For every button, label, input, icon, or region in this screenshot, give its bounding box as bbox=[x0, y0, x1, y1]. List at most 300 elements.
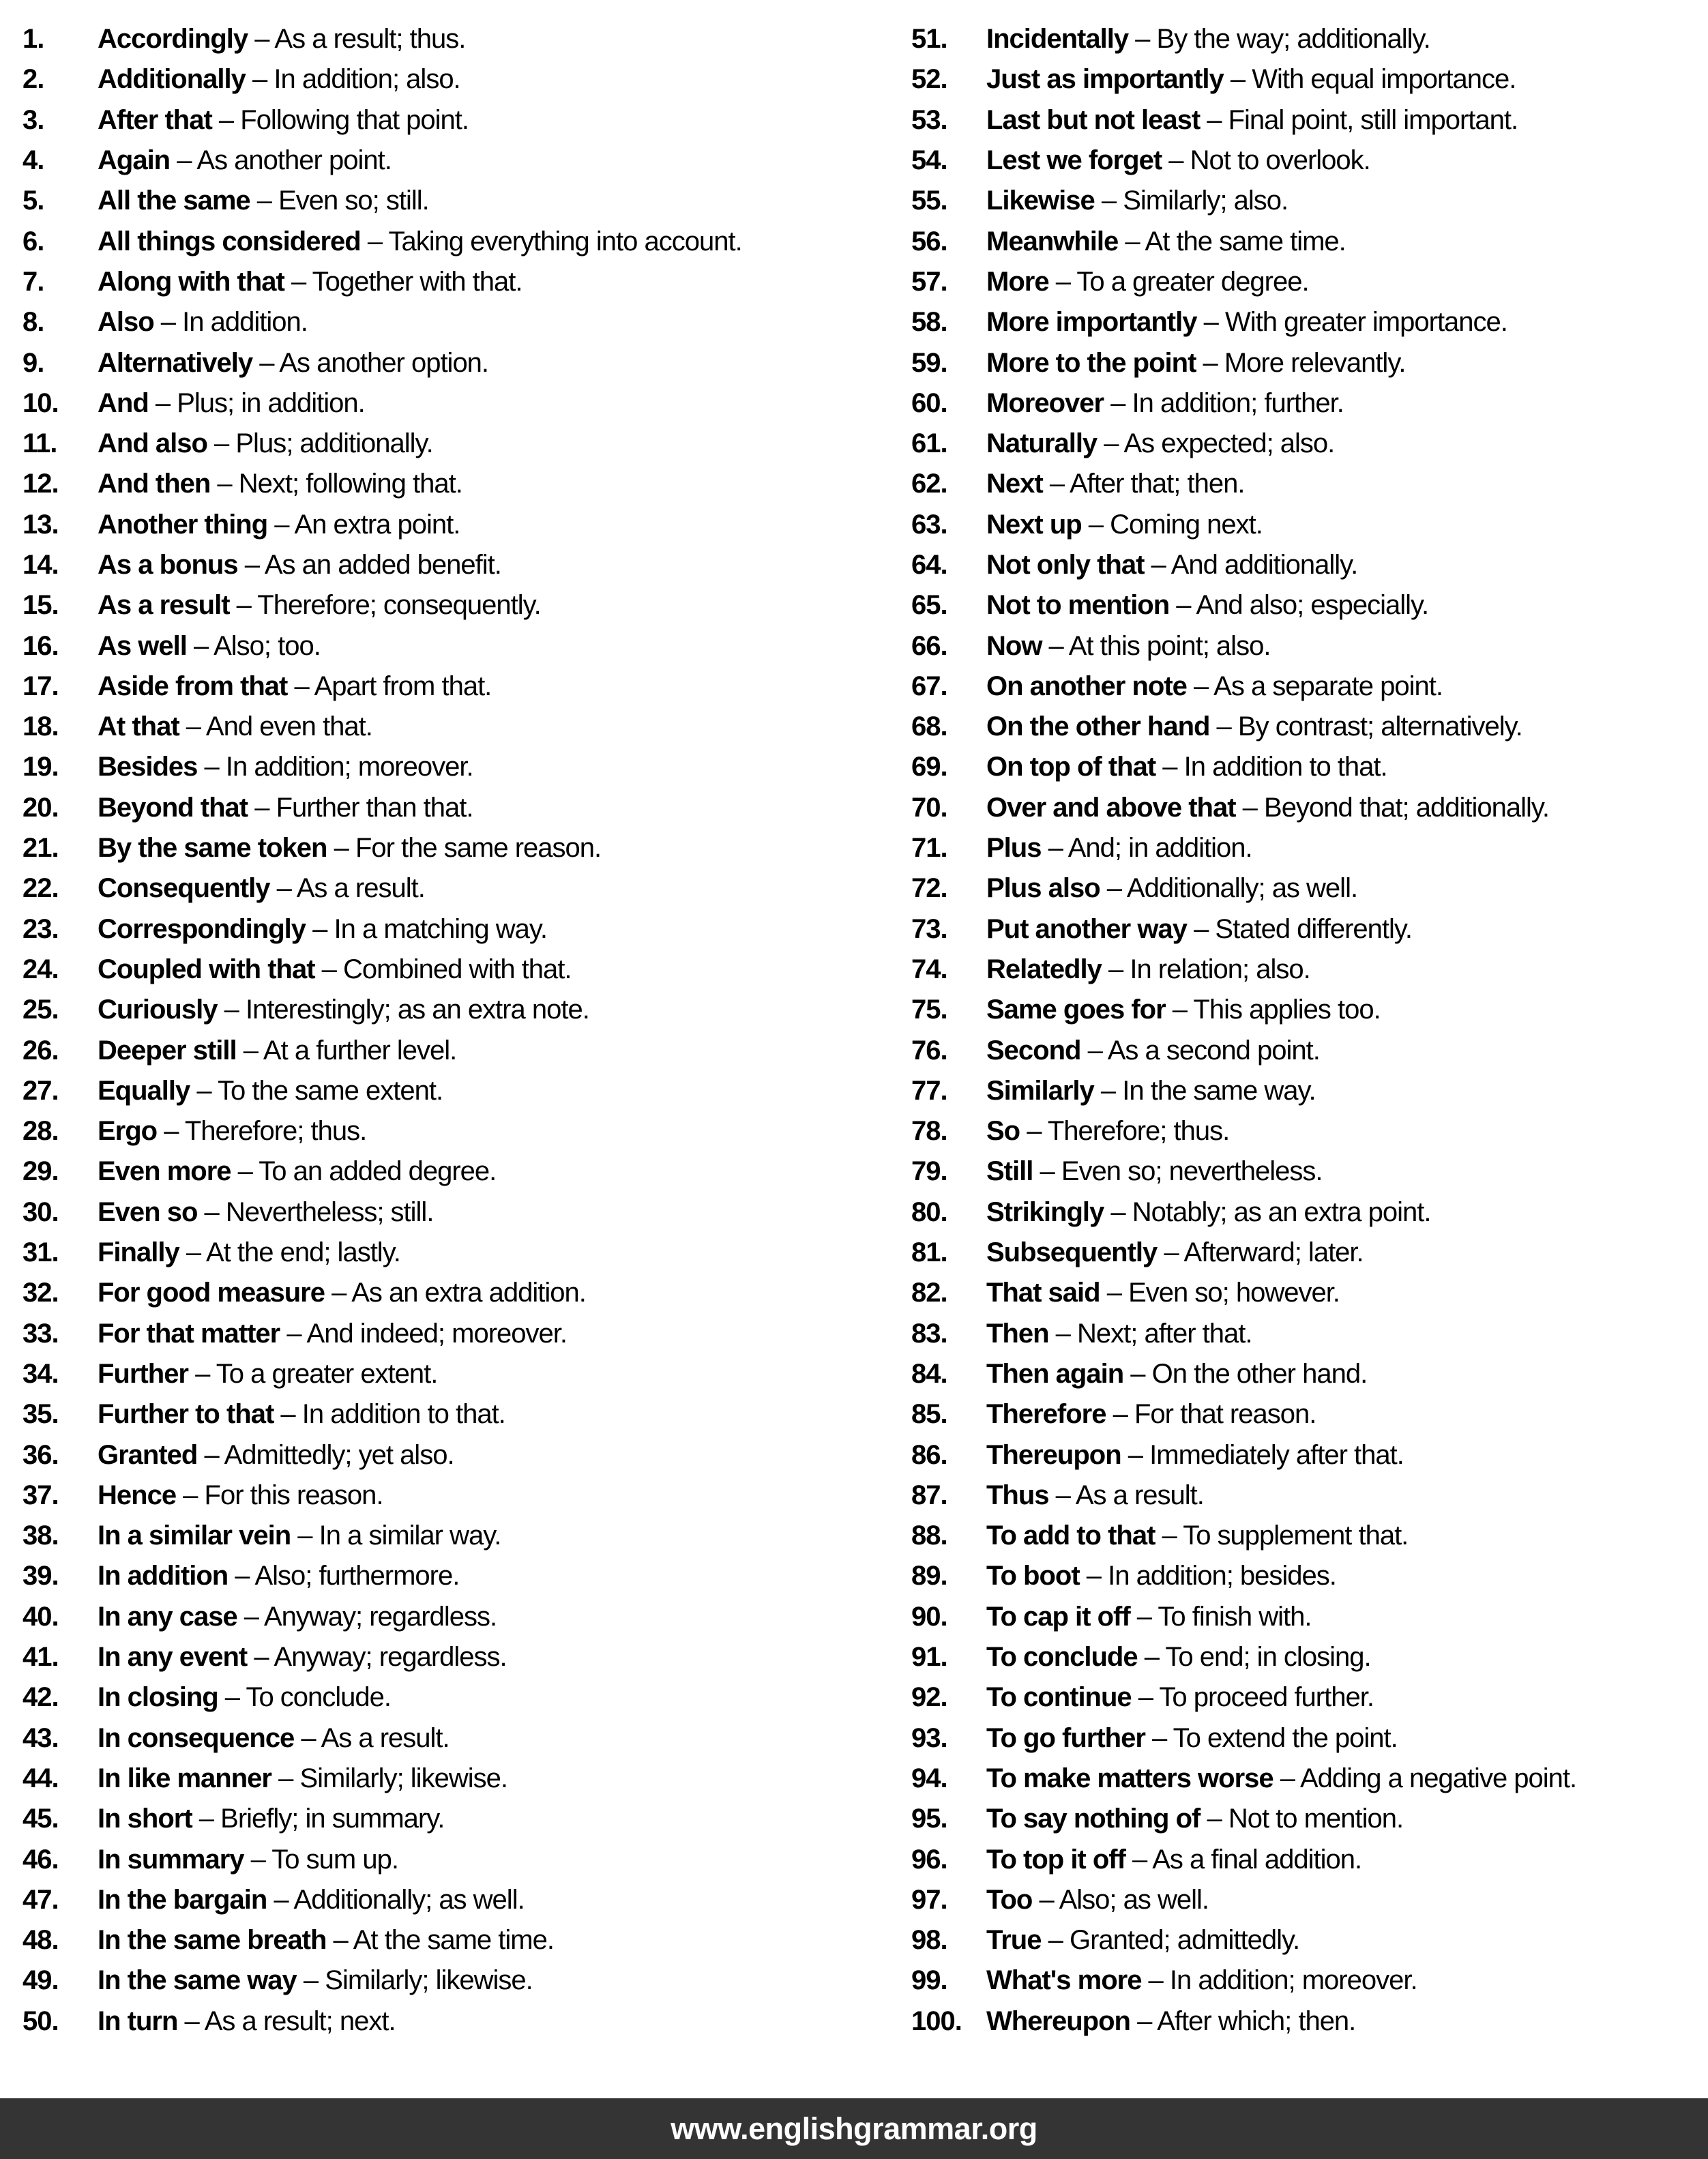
list-item bbox=[23, 828, 854, 868]
list-item bbox=[23, 19, 854, 59]
list-item bbox=[911, 1920, 1708, 1960]
list-column-left bbox=[0, 19, 854, 2042]
list-item bbox=[23, 342, 854, 383]
item-term: For good measure bbox=[98, 1278, 325, 1308]
item-number: 62. bbox=[911, 469, 947, 499]
item-text: Even more – To an added degree. bbox=[98, 1156, 497, 1187]
list-item bbox=[911, 1637, 1708, 1677]
item-term: Besides bbox=[98, 752, 198, 782]
item-number: 52. bbox=[911, 64, 947, 95]
item-text: In a similar vein – In a similar way. bbox=[98, 1521, 501, 1551]
item-text: Again – As another point. bbox=[98, 145, 392, 176]
item-number: 19. bbox=[23, 752, 59, 782]
list-item bbox=[23, 1435, 854, 1475]
item-term: Hence bbox=[98, 1480, 177, 1510]
item-text: Equally – To the same extent. bbox=[98, 1075, 443, 1106]
item-term: Last but not least bbox=[986, 104, 1201, 135]
item-term: As a result bbox=[98, 590, 230, 621]
item-number: 13. bbox=[23, 509, 59, 540]
item-number: 67. bbox=[911, 671, 947, 701]
item-text: In turn – As a result; next. bbox=[98, 2006, 396, 2036]
item-text: Whereupon – After which; then. bbox=[986, 2006, 1356, 2036]
item-number: 47. bbox=[23, 1884, 59, 1915]
list-item bbox=[911, 666, 1708, 707]
list-column-right bbox=[854, 19, 1708, 2042]
item-text: For good measure – As an extra addition. bbox=[98, 1278, 586, 1308]
item-number: 65. bbox=[911, 590, 947, 621]
item-number: 88. bbox=[911, 1521, 947, 1551]
item-number: 95. bbox=[911, 1804, 947, 1834]
item-term: Second bbox=[986, 1035, 1081, 1066]
item-term: Not only that bbox=[986, 550, 1145, 580]
item-number: 71. bbox=[911, 833, 947, 864]
list-item bbox=[911, 1233, 1708, 1273]
list-item bbox=[911, 221, 1708, 261]
item-text: In addition – Also; furthermore. bbox=[98, 1561, 460, 1591]
list-item bbox=[911, 1677, 1708, 1718]
item-term: That said bbox=[986, 1278, 1100, 1308]
list-item bbox=[911, 868, 1708, 909]
item-term: To cap it off bbox=[986, 1601, 1130, 1632]
item-text: Consequently – As a result. bbox=[98, 873, 425, 904]
item-term: All the same bbox=[98, 186, 250, 216]
item-term: Next up bbox=[986, 509, 1082, 540]
item-text: Naturally – As expected; also. bbox=[986, 428, 1335, 459]
list-item bbox=[23, 707, 854, 747]
item-term: Even so bbox=[98, 1196, 198, 1227]
item-term: In turn bbox=[98, 2006, 178, 2036]
item-term: Coupled with that bbox=[98, 954, 315, 984]
item-term: In the bargain bbox=[98, 1884, 267, 1915]
item-term: Incidentally bbox=[986, 24, 1129, 55]
item-number: 79. bbox=[911, 1156, 947, 1187]
item-text: Correspondingly – In a matching way. bbox=[98, 913, 548, 944]
item-number: 87. bbox=[911, 1480, 947, 1510]
item-term: Whereupon bbox=[986, 2006, 1130, 2036]
list-item bbox=[23, 221, 854, 261]
item-term: Still bbox=[986, 1156, 1033, 1187]
item-term: Over and above that bbox=[986, 792, 1236, 823]
item-text: In the bargain – Additionally; as well. bbox=[98, 1884, 525, 1915]
list-item bbox=[23, 1030, 854, 1070]
list-item bbox=[911, 1960, 1708, 2001]
item-number: 55. bbox=[911, 186, 947, 216]
list-item bbox=[911, 342, 1708, 383]
item-text: Finally – At the end; lastly. bbox=[98, 1237, 400, 1268]
item-term: More bbox=[986, 266, 1049, 297]
item-text: Next up – Coming next. bbox=[986, 509, 1263, 540]
item-text: To cap it off – To finish with. bbox=[986, 1601, 1312, 1632]
list-item bbox=[911, 1799, 1708, 1839]
item-term: Another thing bbox=[98, 509, 268, 540]
item-term: Along with that bbox=[98, 266, 284, 297]
item-number: 1. bbox=[23, 24, 44, 55]
item-term: Too bbox=[986, 1884, 1033, 1915]
footer-bar bbox=[0, 2098, 1708, 2159]
item-term: What's more bbox=[986, 1965, 1142, 1996]
item-number: 57. bbox=[911, 266, 947, 297]
list-item bbox=[23, 1354, 854, 1394]
item-text: In the same way – Similarly; likewise. bbox=[98, 1965, 533, 1996]
item-term: Now bbox=[986, 630, 1042, 661]
item-term: Again bbox=[98, 145, 171, 176]
item-term: In summary bbox=[98, 1844, 244, 1875]
item-number: 20. bbox=[23, 792, 59, 823]
item-number: 23. bbox=[23, 913, 59, 944]
item-number: 77. bbox=[911, 1075, 947, 1106]
item-text: Lest we forget – Not to overlook. bbox=[986, 145, 1370, 176]
item-term: More to the point bbox=[986, 347, 1196, 378]
list-item bbox=[911, 1192, 1708, 1233]
item-number: 97. bbox=[911, 1884, 947, 1915]
list-item bbox=[23, 1759, 854, 1799]
item-number: 44. bbox=[23, 1763, 59, 1793]
item-term: All things considered bbox=[98, 226, 361, 256]
item-text: Put another way – Stated differently. bbox=[986, 913, 1413, 944]
item-text: At that – And even that. bbox=[98, 711, 372, 742]
list-item bbox=[23, 1960, 854, 2001]
list-item bbox=[23, 1475, 854, 1516]
list-item bbox=[911, 100, 1708, 141]
item-term: Lest we forget bbox=[986, 145, 1162, 176]
list-item bbox=[911, 1516, 1708, 1556]
list-item bbox=[23, 262, 854, 302]
list-item bbox=[911, 828, 1708, 868]
list-item bbox=[911, 1880, 1708, 1920]
item-term: Plus also bbox=[986, 873, 1100, 904]
list-item bbox=[23, 1556, 854, 1596]
item-text: Even so – Nevertheless; still. bbox=[98, 1196, 434, 1227]
item-term: Therefore bbox=[986, 1399, 1106, 1430]
item-number: 70. bbox=[911, 792, 947, 823]
item-text: Meanwhile – At the same time. bbox=[986, 226, 1346, 256]
item-term: In the same breath bbox=[98, 1925, 327, 1956]
item-text: In any event – Anyway; regardless. bbox=[98, 1642, 507, 1673]
item-text: Ergo – Therefore; thus. bbox=[98, 1116, 367, 1147]
item-text: In closing – To conclude. bbox=[98, 1682, 392, 1713]
item-number: 54. bbox=[911, 145, 947, 176]
item-number: 94. bbox=[911, 1763, 947, 1793]
list-item bbox=[23, 788, 854, 828]
item-term: By the same token bbox=[98, 833, 327, 864]
list-item bbox=[23, 1516, 854, 1556]
list-item bbox=[23, 464, 854, 504]
item-text: Also – In addition. bbox=[98, 307, 308, 338]
item-number: 66. bbox=[911, 630, 947, 661]
list-item bbox=[23, 100, 854, 141]
list-item bbox=[911, 545, 1708, 585]
item-term: To go further bbox=[986, 1722, 1145, 1753]
item-text: On another note – As a separate point. bbox=[986, 671, 1443, 701]
list-item bbox=[911, 1556, 1708, 1596]
item-number: 63. bbox=[911, 509, 947, 540]
item-number: 22. bbox=[23, 873, 59, 904]
item-number: 89. bbox=[911, 1561, 947, 1591]
item-term: After that bbox=[98, 104, 212, 135]
item-term: Aside from that bbox=[98, 671, 288, 701]
list-item bbox=[23, 2001, 854, 2042]
item-text: To say nothing of – Not to mention. bbox=[986, 1804, 1404, 1834]
item-number: 16. bbox=[23, 630, 59, 661]
item-text: Thus – As a result. bbox=[986, 1480, 1204, 1510]
item-text: On the other hand – By contrast; alternatively. bbox=[986, 711, 1522, 742]
item-number: 84. bbox=[911, 1358, 947, 1389]
list-item bbox=[911, 1354, 1708, 1394]
item-number: 10. bbox=[23, 387, 59, 418]
item-term: As a bonus bbox=[98, 550, 238, 580]
item-term: Further bbox=[98, 1358, 188, 1389]
item-text: By the same token – For the same reason. bbox=[98, 833, 602, 864]
item-number: 34. bbox=[23, 1358, 59, 1389]
item-term: Thereupon bbox=[986, 1439, 1121, 1470]
item-number: 74. bbox=[911, 954, 947, 984]
item-term: Alternatively bbox=[98, 347, 253, 378]
list-item bbox=[23, 1071, 854, 1111]
list-item bbox=[23, 302, 854, 342]
item-text: To top it off – As a final addition. bbox=[986, 1844, 1362, 1875]
list-item bbox=[23, 909, 854, 950]
item-text: To make matters worse – Adding a negative point. bbox=[986, 1763, 1577, 1793]
item-term: Finally bbox=[98, 1237, 179, 1268]
item-term: Meanwhile bbox=[986, 226, 1119, 256]
item-text: As a bonus – As an added benefit. bbox=[98, 550, 501, 580]
item-term: In closing bbox=[98, 1682, 218, 1713]
list-item bbox=[911, 302, 1708, 342]
item-number: 73. bbox=[911, 913, 947, 944]
item-number: 46. bbox=[23, 1844, 59, 1875]
item-number: 6. bbox=[23, 226, 44, 256]
item-number: 30. bbox=[23, 1196, 59, 1227]
item-number: 90. bbox=[911, 1601, 947, 1632]
item-text: As well – Also; too. bbox=[98, 630, 321, 661]
item-number: 9. bbox=[23, 347, 44, 378]
item-number: 33. bbox=[23, 1318, 59, 1349]
item-term: Ergo bbox=[98, 1116, 158, 1147]
item-text: To conclude – To end; in closing. bbox=[986, 1642, 1371, 1673]
item-number: 61. bbox=[911, 428, 947, 459]
item-text: On top of that – In addition to that. bbox=[986, 752, 1387, 782]
item-text: Likewise – Similarly; also. bbox=[986, 186, 1289, 216]
list-item bbox=[23, 545, 854, 585]
list-item bbox=[911, 383, 1708, 424]
item-text: Plus – And; in addition. bbox=[986, 833, 1252, 864]
item-term: Further to that bbox=[98, 1399, 274, 1430]
list-item bbox=[23, 950, 854, 990]
item-text: To go further – To extend the point. bbox=[986, 1722, 1398, 1753]
item-term: Even more bbox=[98, 1156, 231, 1187]
item-term: Just as importantly bbox=[986, 64, 1224, 95]
item-text: In any case – Anyway; regardless. bbox=[98, 1601, 497, 1632]
list-item bbox=[23, 1718, 854, 1758]
item-number: 72. bbox=[911, 873, 947, 904]
item-term: On another note bbox=[986, 671, 1187, 701]
item-text: In short – Briefly; in summary. bbox=[98, 1804, 445, 1834]
item-term: And then bbox=[98, 469, 211, 499]
item-term: To top it off bbox=[986, 1844, 1125, 1875]
item-number: 15. bbox=[23, 590, 59, 621]
item-number: 31. bbox=[23, 1237, 59, 1268]
item-text: In consequence – As a result. bbox=[98, 1722, 450, 1753]
item-number: 99. bbox=[911, 1965, 947, 1996]
list-item bbox=[911, 1273, 1708, 1313]
item-number: 14. bbox=[23, 550, 59, 580]
item-text: Plus also – Additionally; as well. bbox=[986, 873, 1358, 904]
item-number: 60. bbox=[911, 387, 947, 418]
item-text: Just as importantly – With equal importance. bbox=[986, 64, 1516, 95]
item-term: In any case bbox=[98, 1601, 237, 1632]
item-text: Strikingly – Notably; as an extra point. bbox=[986, 1196, 1431, 1227]
item-number: 8. bbox=[23, 307, 44, 338]
item-term: Likewise bbox=[986, 186, 1095, 216]
item-term: On top of that bbox=[986, 752, 1156, 782]
list-item bbox=[23, 990, 854, 1030]
item-term: Beyond that bbox=[98, 792, 248, 823]
item-number: 39. bbox=[23, 1561, 59, 1591]
item-number: 11. bbox=[23, 428, 57, 459]
item-number: 3. bbox=[23, 104, 44, 135]
item-number: 59. bbox=[911, 347, 947, 378]
item-number: 81. bbox=[911, 1237, 947, 1268]
item-text: Incidentally – By the way; additionally. bbox=[986, 24, 1430, 55]
item-term: Strikingly bbox=[986, 1196, 1104, 1227]
item-text: Further – To a greater extent. bbox=[98, 1358, 438, 1389]
item-number: 32. bbox=[23, 1278, 59, 1308]
item-term: Correspondingly bbox=[98, 913, 306, 944]
item-term: Curiously bbox=[98, 995, 218, 1025]
item-term: In any event bbox=[98, 1642, 248, 1673]
list-item bbox=[23, 1111, 854, 1151]
item-number: 69. bbox=[911, 752, 947, 782]
item-term: To conclude bbox=[986, 1642, 1138, 1673]
item-text: Moreover – In addition; further. bbox=[986, 387, 1344, 418]
item-number: 21. bbox=[23, 833, 59, 864]
item-number: 12. bbox=[23, 469, 59, 499]
list-item bbox=[23, 747, 854, 787]
item-number: 51. bbox=[911, 24, 947, 55]
item-number: 80. bbox=[911, 1196, 947, 1227]
list-item bbox=[911, 19, 1708, 59]
list-item bbox=[23, 1192, 854, 1233]
item-term: To add to that bbox=[986, 1521, 1155, 1551]
item-number: 50. bbox=[23, 2006, 59, 2036]
item-text: All things considered – Taking everything into account. bbox=[98, 226, 742, 256]
item-term: Moreover bbox=[986, 387, 1104, 418]
list-item bbox=[911, 1839, 1708, 1879]
list-item bbox=[23, 666, 854, 707]
list-item bbox=[23, 1314, 854, 1354]
list-item bbox=[911, 1597, 1708, 1637]
list-item bbox=[23, 141, 854, 181]
list-item bbox=[911, 1394, 1708, 1435]
item-text: Not only that – And additionally. bbox=[986, 550, 1358, 580]
list-item bbox=[23, 505, 854, 545]
item-text: Relatedly – In relation; also. bbox=[986, 954, 1310, 984]
item-text: Deeper still – At a further level. bbox=[98, 1035, 457, 1066]
list-item bbox=[911, 1759, 1708, 1799]
item-text: All the same – Even so; still. bbox=[98, 186, 429, 216]
item-text: Then – Next; after that. bbox=[986, 1318, 1252, 1349]
list-item bbox=[23, 1233, 854, 1273]
list-item bbox=[911, 1030, 1708, 1070]
list-item bbox=[911, 141, 1708, 181]
list-item bbox=[911, 707, 1708, 747]
item-text: More – To a greater degree. bbox=[986, 266, 1309, 297]
list-item bbox=[911, 990, 1708, 1030]
item-term: Next bbox=[986, 469, 1043, 499]
item-text: Additionally – In addition; also. bbox=[98, 64, 460, 95]
item-text: Hence – For this reason. bbox=[98, 1480, 383, 1510]
list-item bbox=[911, 1435, 1708, 1475]
item-number: 35. bbox=[23, 1399, 59, 1430]
item-text: Further to that – In addition to that. bbox=[98, 1399, 505, 1430]
list-item bbox=[911, 262, 1708, 302]
item-term: Thus bbox=[986, 1480, 1049, 1510]
item-number: 100. bbox=[911, 2006, 962, 2036]
item-term: Naturally bbox=[986, 428, 1098, 459]
item-text: Now – At this point; also. bbox=[986, 630, 1271, 661]
list-item bbox=[911, 505, 1708, 545]
list-item bbox=[911, 950, 1708, 990]
list-item bbox=[23, 59, 854, 100]
item-number: 18. bbox=[23, 711, 59, 742]
item-text: To add to that – To supplement that. bbox=[986, 1521, 1409, 1551]
item-term: Consequently bbox=[98, 873, 270, 904]
list-item bbox=[23, 1273, 854, 1313]
item-number: 4. bbox=[23, 145, 44, 176]
list-item bbox=[911, 464, 1708, 504]
list-item bbox=[23, 1394, 854, 1435]
item-number: 98. bbox=[911, 1925, 947, 1956]
item-text: Next – After that; then. bbox=[986, 469, 1245, 499]
item-text: And also – Plus; additionally. bbox=[98, 428, 433, 459]
item-term: True bbox=[986, 1925, 1042, 1956]
item-number: 96. bbox=[911, 1844, 947, 1875]
list-item bbox=[911, 1151, 1708, 1192]
item-term: Not to mention bbox=[986, 590, 1170, 621]
item-term: To boot bbox=[986, 1561, 1080, 1591]
item-number: 85. bbox=[911, 1399, 947, 1430]
item-term: Plus bbox=[986, 833, 1042, 864]
item-number: 75. bbox=[911, 995, 947, 1025]
list-item bbox=[23, 626, 854, 666]
item-term: Granted bbox=[98, 1439, 198, 1470]
item-text: Still – Even so; nevertheless. bbox=[986, 1156, 1323, 1187]
item-text: Accordingly – As a result; thus. bbox=[98, 24, 466, 55]
item-term: To continue bbox=[986, 1682, 1132, 1713]
item-term: Then again bbox=[986, 1358, 1124, 1389]
list-item bbox=[23, 383, 854, 424]
list-item bbox=[911, 747, 1708, 787]
item-text: And – Plus; in addition. bbox=[98, 387, 365, 418]
item-text: Then again – On the other hand. bbox=[986, 1358, 1368, 1389]
item-text: After that – Following that point. bbox=[98, 104, 469, 135]
item-text: Coupled with that – Combined with that. bbox=[98, 954, 572, 984]
item-number: 27. bbox=[23, 1075, 59, 1106]
list-item bbox=[911, 2001, 1708, 2042]
item-term: Put another way bbox=[986, 913, 1187, 944]
footer-url: www.englishgrammar.org bbox=[671, 2111, 1037, 2146]
item-text: Not to mention – And also; especially. bbox=[986, 590, 1429, 621]
item-number: 43. bbox=[23, 1722, 59, 1753]
item-term: In the same way bbox=[98, 1965, 297, 1996]
item-text: Another thing – An extra point. bbox=[98, 509, 460, 540]
list-item bbox=[23, 424, 854, 464]
item-number: 24. bbox=[23, 954, 59, 984]
item-number: 78. bbox=[911, 1116, 947, 1147]
item-text: Along with that – Together with that. bbox=[98, 266, 522, 297]
item-text: That said – Even so; however. bbox=[986, 1278, 1340, 1308]
item-number: 29. bbox=[23, 1156, 59, 1187]
